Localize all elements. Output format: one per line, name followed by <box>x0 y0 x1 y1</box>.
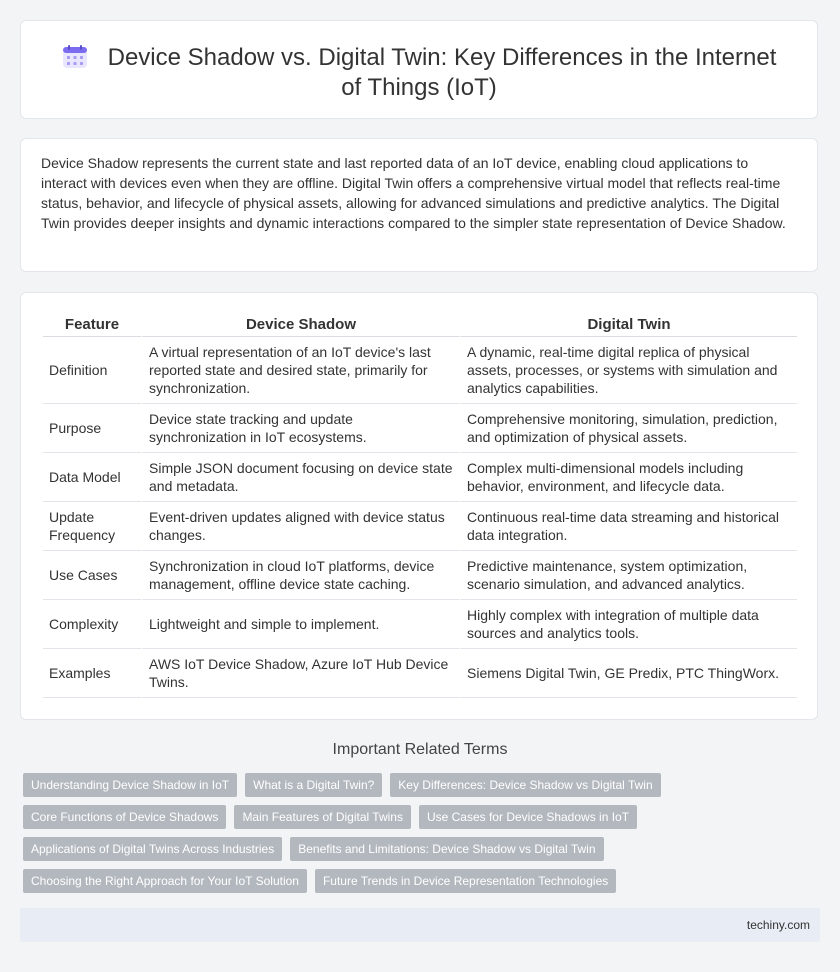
table-row <box>43 600 797 649</box>
row-device-shadow: A virtual representation of an IoT device's last reported state and desired state, primarily for synchronization. <box>141 337 459 404</box>
row-feature: Update Frequency <box>43 502 141 551</box>
related-term-tag[interactable]: Choosing the Right Approach for Your IoT Solution <box>23 869 307 893</box>
table-row <box>43 337 797 404</box>
footer <box>20 908 820 942</box>
page-title-wrap <box>21 43 817 103</box>
page-title: Device Shadow vs. Digital Twin: Key Differences in the Internet of Things (IoT) <box>107 44 777 101</box>
tag-row <box>23 837 823 861</box>
row-feature: Complexity <box>43 600 141 649</box>
row-digital-twin: Continuous real-time data streaming and historical data integration. <box>459 502 797 551</box>
header-feature: Feature <box>43 313 141 337</box>
related-term-tag[interactable]: Future Trends in Device Representation Technologies <box>315 869 616 893</box>
row-digital-twin: Complex multi-dimensional models including behavior, environment, and lifecycle data. <box>459 453 797 502</box>
row-feature: Use Cases <box>43 551 141 600</box>
calendar-icon <box>62 45 88 69</box>
related-term-tag[interactable]: Use Cases for Device Shadows in IoT <box>419 805 637 829</box>
header-card <box>20 20 818 119</box>
related-term-tag[interactable]: Understanding Device Shadow in IoT <box>23 773 237 797</box>
related-terms-list <box>23 773 823 901</box>
row-device-shadow: Device state tracking and update synchronization in IoT ecosystems. <box>141 404 459 453</box>
row-device-shadow: Event-driven updates aligned with device status changes. <box>141 502 459 551</box>
related-term-tag[interactable]: Main Features of Digital Twins <box>234 805 411 829</box>
table-row <box>43 649 797 698</box>
row-feature: Data Model <box>43 453 141 502</box>
related-terms-title: Important Related Terms <box>332 741 508 758</box>
table-row <box>43 404 797 453</box>
row-feature: Examples <box>43 649 141 698</box>
related-term-tag[interactable]: Key Differences: Device Shadow vs Digital Twin <box>390 773 660 797</box>
comparison-card <box>20 292 818 720</box>
row-digital-twin: Highly complex with integration of multiple data sources and analytics tools. <box>459 600 797 649</box>
related-term-tag[interactable]: What is a Digital Twin? <box>245 773 382 797</box>
header-digital-twin: Digital Twin <box>459 313 797 337</box>
table-row <box>43 502 797 551</box>
row-feature: Definition <box>43 337 141 404</box>
row-digital-twin: A dynamic, real-time digital replica of physical assets, processes, or systems with simulation and analytics capabilities. <box>459 337 797 404</box>
tag-row <box>23 805 823 829</box>
comparison-table <box>43 313 797 698</box>
related-term-tag[interactable]: Core Functions of Device Shadows <box>23 805 226 829</box>
row-feature: Purpose <box>43 404 141 453</box>
footer-site-link[interactable]: techiny.com <box>746 918 810 932</box>
intro-paragraph: Device Shadow represents the current state and last reported data of an IoT device, enabling cloud applications to interact with devices even when they are offline. Digital Twin offers a comprehensive virtual model that reflects real-time status, behavior, and lifecycle of physical assets, allowing for advanced simulations and predictive analytics. The Digital Twin provides deeper insights and dynamic interactions compared to the simpler state representation of Device Shadow. <box>41 155 786 231</box>
row-device-shadow: Simple JSON document focusing on device state and metadata. <box>141 453 459 502</box>
row-device-shadow: Synchronization in cloud IoT platforms, device management, offline device state caching. <box>141 551 459 600</box>
table-header-row <box>43 313 797 337</box>
row-digital-twin: Comprehensive monitoring, simulation, prediction, and optimization of physical assets. <box>459 404 797 453</box>
row-device-shadow: AWS IoT Device Shadow, Azure IoT Hub Device Twins. <box>141 649 459 698</box>
table-row <box>43 453 797 502</box>
tag-row <box>23 869 823 893</box>
row-device-shadow: Lightweight and simple to implement. <box>141 600 459 649</box>
tag-row <box>23 773 823 797</box>
table-row <box>43 551 797 600</box>
row-digital-twin: Predictive maintenance, system optimization, scenario simulation, and advanced analytics. <box>459 551 797 600</box>
intro-card <box>20 138 818 272</box>
row-digital-twin: Siemens Digital Twin, GE Predix, PTC ThingWorx. <box>459 649 797 698</box>
related-term-tag[interactable]: Applications of Digital Twins Across Industries <box>23 837 282 861</box>
related-term-tag[interactable]: Benefits and Limitations: Device Shadow vs Digital Twin <box>290 837 603 861</box>
header-device-shadow: Device Shadow <box>141 313 459 337</box>
